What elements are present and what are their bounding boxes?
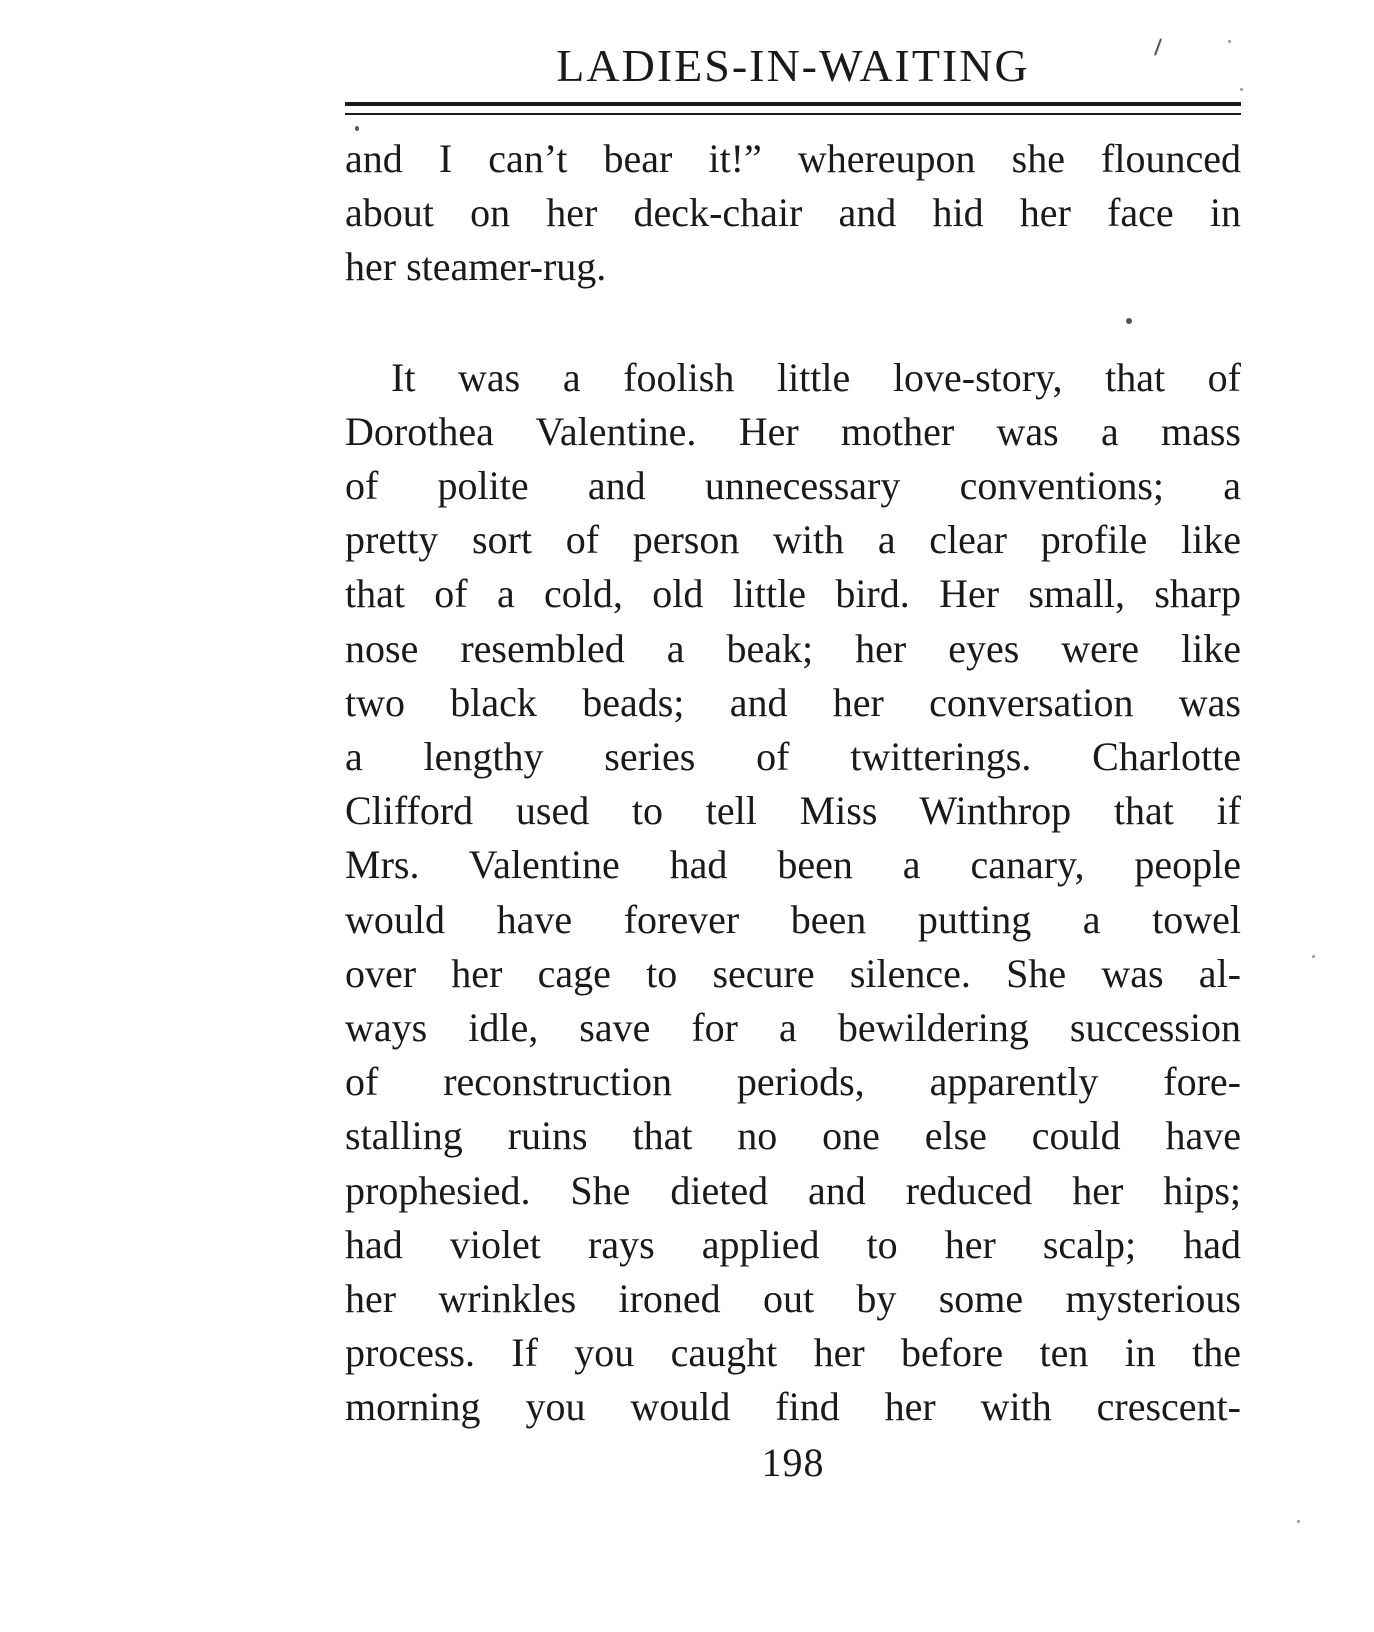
running-head-title: LADIES-IN-WAITING [556, 40, 1030, 91]
text-line: prophesied. She dieted and reduced her hips; [345, 1167, 1241, 1213]
text-line: pretty sort of person with a clear profile like [345, 517, 1241, 563]
text-line: of reconstruction periods, apparently fore- [345, 1059, 1241, 1105]
text-line: her steamer-rug. [345, 244, 607, 290]
text-line: Mrs. Valentine had been a canary, people [345, 842, 1241, 888]
text-line: Clifford used to tell Miss Winthrop that if [345, 788, 1241, 834]
section-break [345, 295, 1241, 351]
scan-speck [1297, 1520, 1300, 1523]
text-line: of polite and unnecessary conventions; a [345, 463, 1241, 509]
scan-speck [1126, 318, 1132, 324]
scan-speck [1228, 40, 1231, 43]
text-line: nose resembled a beak; her eyes were like [345, 625, 1241, 671]
page-number: 198 [761, 1440, 825, 1485]
text-line: her wrinkles ironed out by some mysterious [345, 1276, 1241, 1322]
text-line: would have forever been putting a towel [345, 896, 1241, 942]
scan-speck [1312, 955, 1315, 958]
text-line: ways idle, save for a bewildering succession [345, 1005, 1241, 1051]
text-line: morning you would find her with crescent- [345, 1384, 1241, 1430]
text-line: a lengthy series of twitterings. Charlotte [345, 734, 1241, 780]
text-line: over her cage to secure silence. She was al- [345, 950, 1241, 996]
text-line: two black beads; and her conversation was [345, 679, 1241, 725]
text-line: and I can’t bear it!” whereupon she flounced [345, 136, 1241, 181]
text-line: Dorothea Valentine. Her mother was a mass [345, 408, 1241, 454]
header-rule-thin [345, 113, 1241, 115]
text-line: It was a foolish little love-story, that of [391, 354, 1241, 400]
paragraph-continued [345, 132, 1241, 295]
text-line: had violet rays applied to her scalp; had [345, 1221, 1241, 1267]
text-line: stalling ruins that no one else could have [345, 1113, 1241, 1159]
scan-speck [1240, 88, 1243, 91]
header-rule-thick [345, 102, 1241, 106]
page-body [345, 132, 1241, 1435]
text-line: about on her deck-chair and hid her face in [345, 190, 1241, 236]
scan-speck [355, 126, 359, 131]
text-line: process. If you caught her before ten in the [345, 1330, 1241, 1376]
text-line: that of a cold, old little bird. Her small, sharp [345, 571, 1241, 617]
paragraph [345, 351, 1241, 1435]
